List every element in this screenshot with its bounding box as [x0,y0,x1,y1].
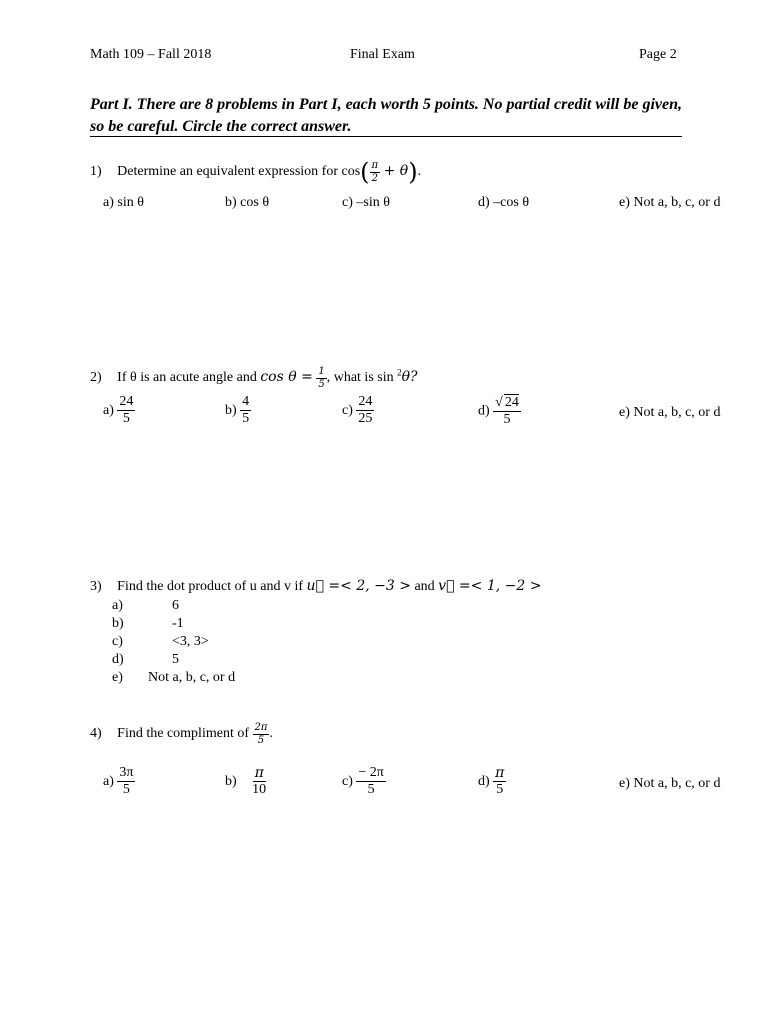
q2-option-d[interactable]: d) $\frac{√ 24}{5}$ [478,395,519,428]
fraction: $\frac{1}{5}$ [318,366,325,390]
u-vector: u⃗ =< 2, −3 > [306,578,411,594]
question-number: 1) [90,164,102,180]
question-number: 3) [90,579,102,594]
q3-option-d[interactable]: d) 5 [112,652,179,667]
question-text-3: θ? [401,369,418,386]
q4-option-d[interactable]: d) $\frac{\pi}{5}$ [478,765,505,798]
header-page: Page 2 [639,47,677,62]
q1-option-b[interactable]: b) cos θ [225,195,270,210]
question-text: Find the dot product of u and v if [117,579,304,594]
fraction: $\frac{\pi}{2}$ [371,160,379,184]
question-1-prompt [90,158,421,186]
q3-options [112,597,235,687]
question-text: If θ is an acute angle and [117,370,257,386]
question-number: 2) [90,370,102,386]
q1-option-a[interactable]: a) sin θ [103,195,144,210]
q2-option-a[interactable]: a) $\frac{24}{5}$ [103,394,134,427]
q3-option-b[interactable]: b) -1 [112,616,184,631]
question-text: Find the compliment of [117,726,249,742]
divider [90,136,682,137]
q1-option-d[interactable]: d) –cos θ [478,195,530,210]
period: . [417,164,422,180]
question-2-prompt [90,366,418,390]
q2-option-e[interactable]: e) Not a, b, c, or d [619,405,721,420]
part-instructions: Part I. There are 8 problems in Part I, each worth 5 points. No partial credit will be given, so be careful. Circle the correct answer. [90,96,683,135]
question-text: Determine an equivalent expression for cos [117,164,361,180]
paren-open: ( [360,158,370,186]
question-number: 4) [90,726,102,742]
header-title: Final Exam [350,47,415,62]
q4-option-b[interactable]: b) $\frac{\pi}{10}$ [225,765,267,798]
cos-expr: cos θ = [260,369,313,386]
q2-option-b[interactable]: b) $\frac{4}{5}$ [225,394,250,427]
fraction: $\frac{2\pi}{5}$ [254,722,268,746]
q1-option-e[interactable]: e) Not a, b, c, or d [619,195,721,210]
question-3-prompt [90,578,541,595]
q3-option-e[interactable]: e) Not a, b, c, or d [112,670,236,685]
plus-theta: + θ [383,163,409,180]
v-vector: v⃗ =< 1, −2 > [438,578,542,594]
q4-option-a[interactable]: a) $\frac{3\pi}{5}$ [103,765,134,798]
q3-option-c[interactable]: c) <3, 3> [112,634,209,649]
q3-option-a[interactable]: a) 6 [112,598,179,613]
q1-option-c[interactable]: c) –sin θ [342,195,390,210]
paren-close: ) [408,158,418,186]
question-4-prompt [90,722,273,746]
q4-option-c[interactable]: c) $\frac{- 2\pi}{5}$ [342,765,384,798]
period: . [269,726,273,742]
q4-option-e[interactable]: e) Not a, b, c, or d [619,776,721,791]
question-text-2: , what is sin [326,370,394,386]
superscript: 2 [397,367,402,378]
and-text: and [414,579,435,594]
header-course: Math 109 – Fall 2018 [90,47,212,62]
q2-option-c[interactable]: c) $\frac{24}{25}$ [342,394,373,427]
